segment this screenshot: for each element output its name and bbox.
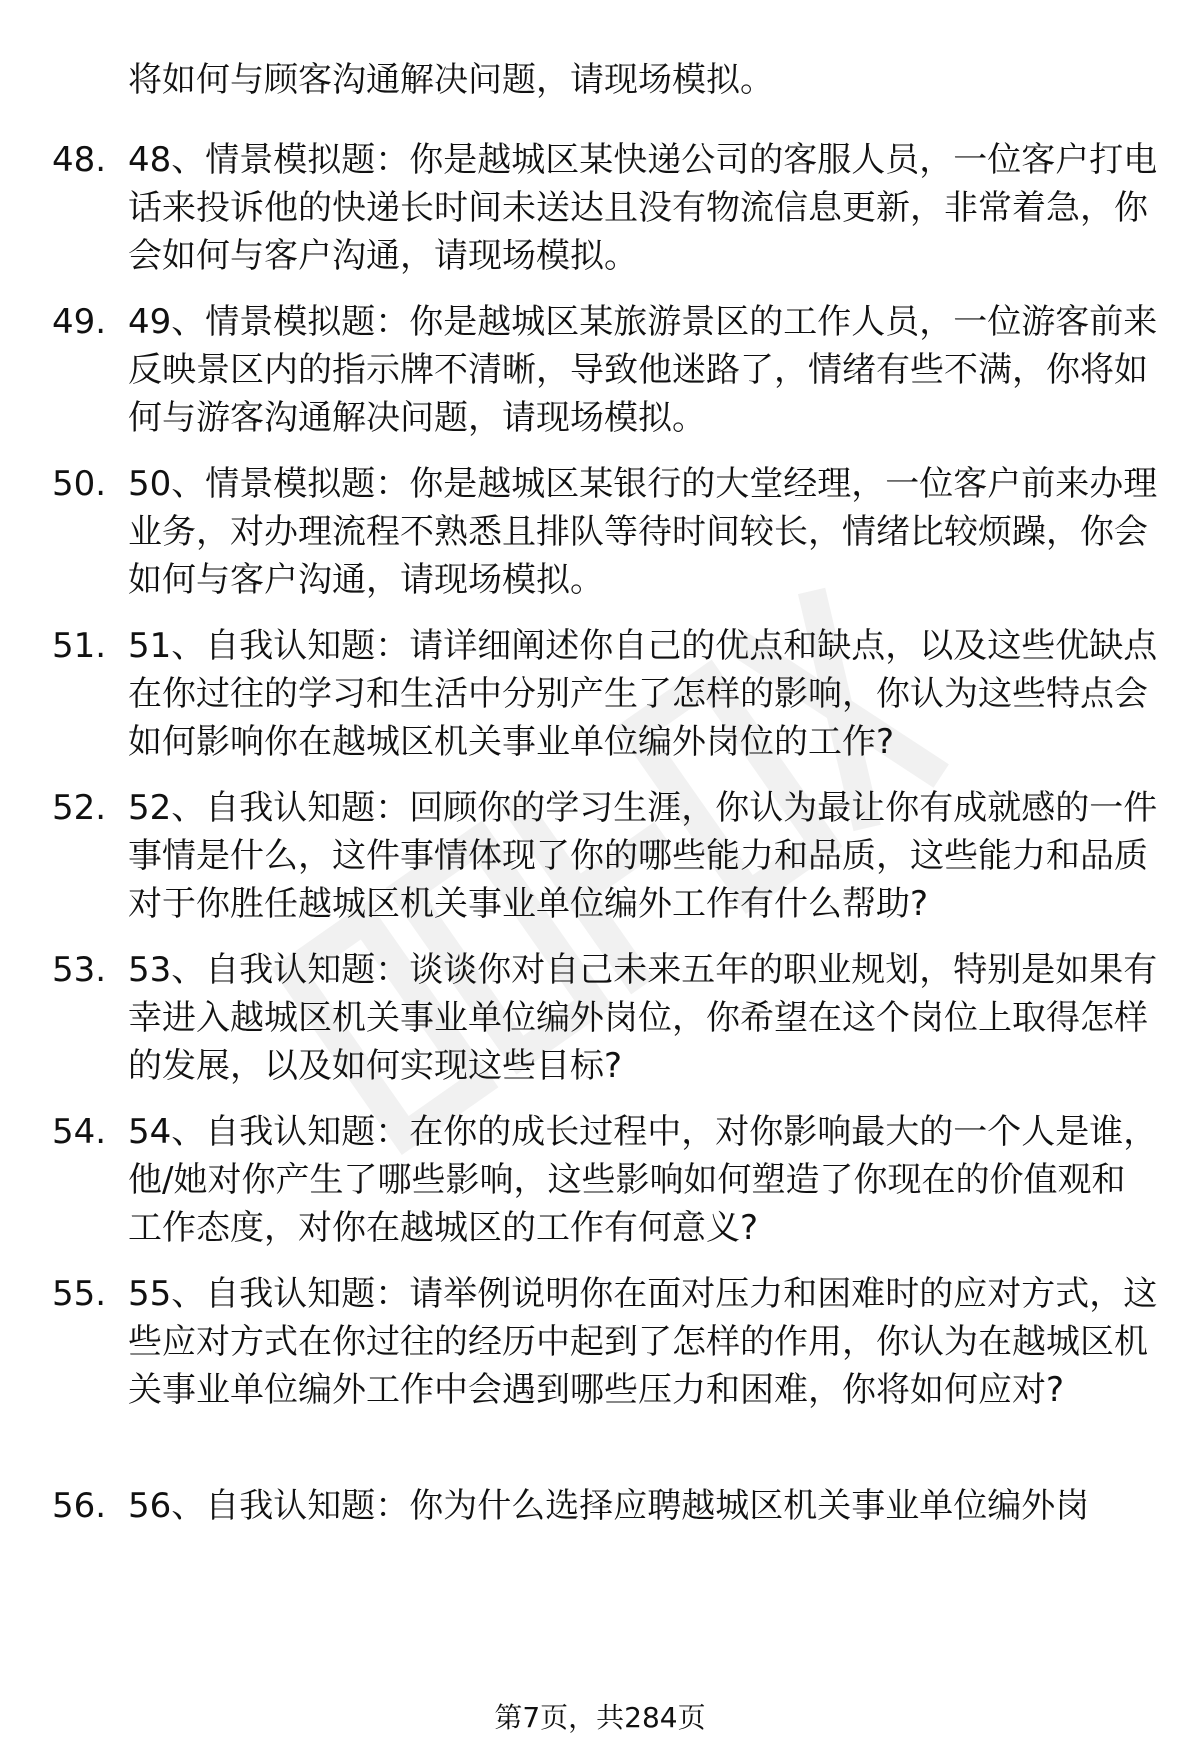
continuation-text: 将如何与顾客沟通解决问题，请现场模拟。	[128, 60, 774, 100]
question-text: 52、自我认知题：回顾你的学习生涯，你认为最让你有成就感的一件事情是什么，这件事情体现了你的哪些能力和品质，这些能力和品质对于你胜任越城区机关事业单位编外工作有什么帮助?	[128, 788, 1158, 924]
question-text: 48、情景模拟题：你是越城区某快递公司的客服人员，一位客户打电话来投诉他的快递长时间未送达且没有物流信息更新，非常着急，你会如何与客户沟通，请现场模拟。	[128, 140, 1158, 276]
question-number: 53.	[52, 950, 107, 990]
question-number: 50.	[52, 464, 107, 504]
question-number: 51.	[52, 626, 107, 666]
question-number: 56.	[52, 1486, 107, 1526]
question-number: 55.	[52, 1274, 107, 1314]
question-text: 56、自我认知题：你为什么选择应聘越城区机关事业单位编外岗	[128, 1486, 1090, 1526]
question-number: 48.	[52, 140, 107, 180]
question-text: 49、情景模拟题：你是越城区某旅游景区的工作人员，一位游客前来反映景区内的指示牌不清晰，导致他迷路了，情绪有些不满，你将如何与游客沟通解决问题，请现场模拟。	[128, 302, 1158, 438]
page-footer: 第7页，共284页	[494, 1701, 706, 1734]
question-number: 49.	[52, 302, 107, 342]
question-number: 54.	[52, 1112, 107, 1152]
question-text: 53、自我认知题：谈谈你对自己未来五年的职业规划，特别是如果有幸进入越城区机关事业单位编外岗位，你希望在这个岗位上取得怎样的发展，以及如何实现这些目标?	[128, 950, 1158, 1086]
question-text: 55、自我认知题：请举例说明你在面对压力和困难时的应对方式，这些应对方式在你过往的经历中起到了怎样的作用，你认为在越城区机关事业单位编外工作中会遇到哪些压力和困难，你将如何应对?	[128, 1274, 1158, 1410]
question-text: 54、自我认知题：在你的成长过程中，对你影响最大的一个人是谁，他/她对你产生了哪些影响，这些影响如何塑造了你现在的价值观和工作态度，对你在越城区的工作有何意义?	[128, 1112, 1158, 1248]
question-number: 52.	[52, 788, 107, 828]
question-text: 51、自我认知题：请详细阐述你自己的优点和缺点，以及这些优缺点在你过往的学习和生活中分别产生了怎样的影响，你认为这些特点会如何影响你在越城区机关事业单位编外岗位的工作?	[128, 626, 1158, 762]
question-text: 50、情景模拟题：你是越城区某银行的大堂经理，一位客户前来办理业务，对办理流程不熟悉且排队等待时间较长，情绪比较烦躁，你会如何与客户沟通，请现场模拟。	[128, 464, 1158, 600]
